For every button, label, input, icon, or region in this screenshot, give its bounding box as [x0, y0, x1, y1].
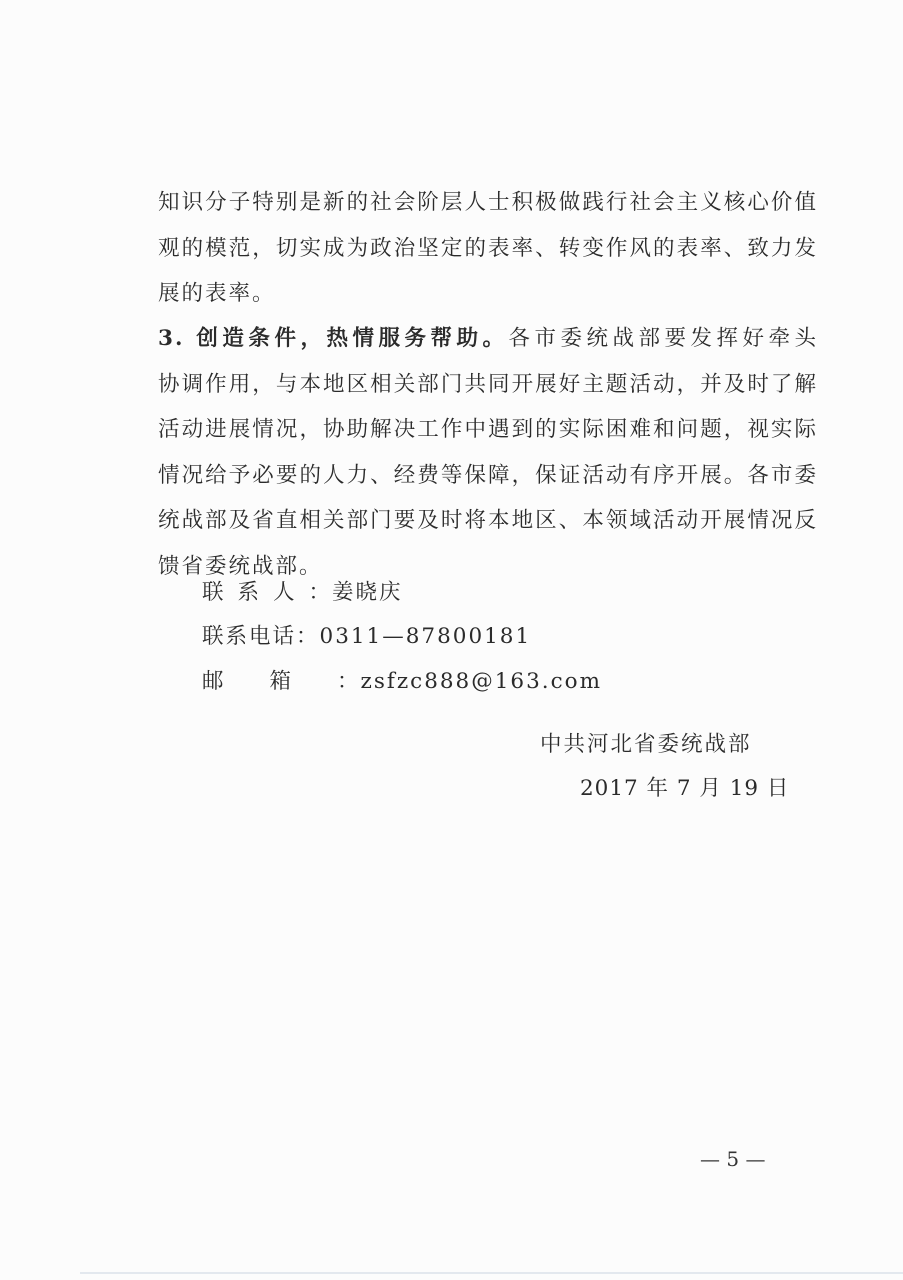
contact-email-value: ：zsfzc888@163.com [337, 669, 602, 694]
contact-phone-label: 联系电话 [202, 624, 297, 649]
paragraph-2-line-3: 活动进展情况，协助解决工作中遇到的实际困难和问题，视实际 [158, 417, 818, 442]
contact-phone [202, 614, 531, 659]
paragraph-2-line-1 [158, 316, 818, 362]
paragraph-1-line-1: 知识分子特别是新的社会阶层人士积极做践行社会主义核心价值 [158, 190, 818, 215]
paragraph-2-line-5: 统战部及省直相关部门要及时将本地区、本领域活动开展情况反 [158, 508, 818, 533]
contact-person-label: 联系人 [202, 580, 309, 605]
scan-bottom-edge [80, 1272, 903, 1274]
contact-phone-value: ：0311—87800181 [296, 624, 532, 649]
paragraph-2-heading: 3. 创造条件，热情服务帮助。 [158, 326, 509, 351]
paragraph-2-line-6: 馈省委统战部。 [158, 553, 323, 579]
contact-person [202, 570, 403, 615]
paragraph-1-line-3: 展的表率。 [158, 281, 276, 306]
contact-email-label: 邮箱 [202, 669, 338, 694]
contact-person-value: ：姜晓庆 [308, 580, 403, 605]
signature-date: 2017 年 7 月 19 日 [580, 776, 790, 801]
contact-email [202, 659, 602, 704]
paragraph-2-line-2: 协调作用，与本地区相关部门共同开展好主题活动，并及时了解 [158, 371, 818, 397]
paragraph-2-line-4: 情况给予必要的人力、经费等保障，保证活动有序开展。各市委 [158, 462, 818, 488]
paragraph-1-line-2: 观的模范，切实成为政治坚定的表率、转变作风的表率、致力发 [158, 235, 818, 261]
paragraph-2 [158, 316, 818, 589]
page-number: — 5 — [700, 1147, 766, 1171]
paragraph-2-line-1-rest: 各市委统战部要发挥好牵头 [508, 326, 818, 351]
paragraph-1 [158, 180, 818, 317]
signature-organization: 中共河北省委统战部 [540, 732, 752, 757]
